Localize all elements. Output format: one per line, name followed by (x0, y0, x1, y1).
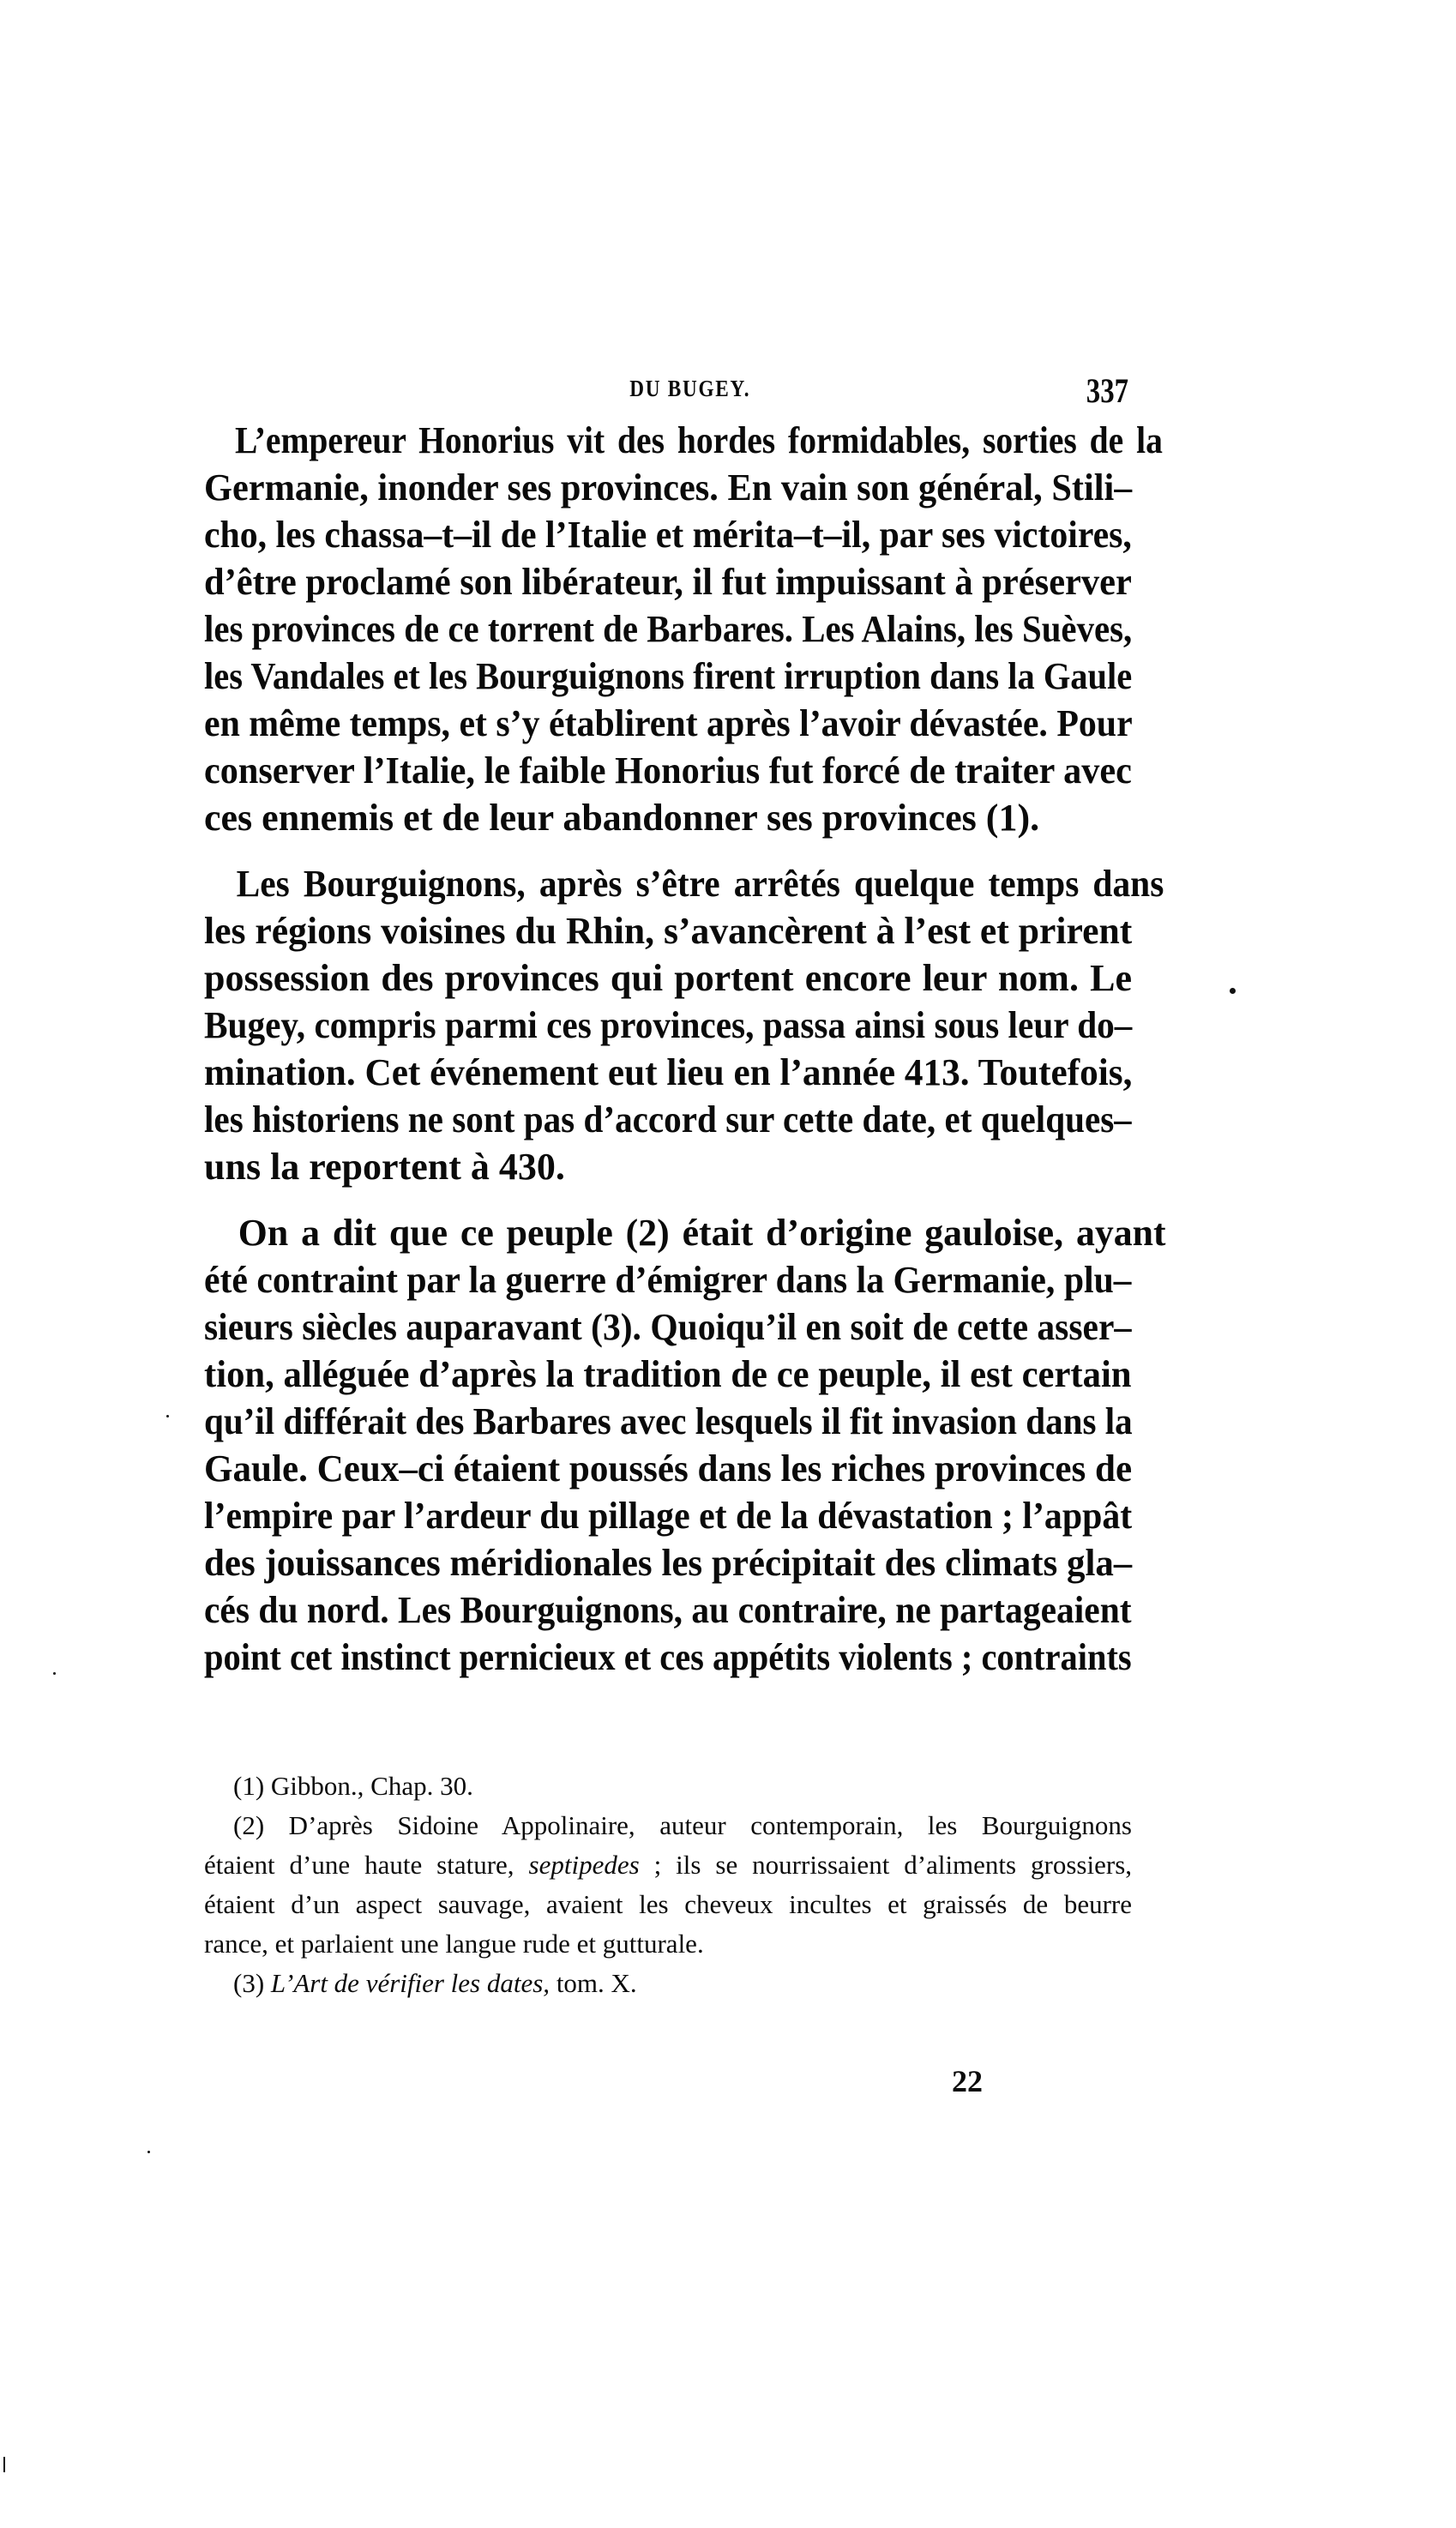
text-line: cho, les chassa–t–il de l’Italie et mérita–t–il, par ses victoires, (204, 514, 1132, 556)
ink-speck (1230, 988, 1236, 994)
text-line: uns la reportent à 430. (204, 1146, 565, 1188)
text-line: l’empire par l’ardeur du pillage et de la dévastation ; l’appât (204, 1495, 1133, 1537)
paragraph-3 (204, 1209, 1166, 1681)
text-line: Les Bourguignons, après s’être arrêtés quelque temps dans (236, 863, 1164, 905)
ink-speck (53, 1672, 56, 1675)
footnote-2-line: étaient d’une haute stature, septipedes ; ils se nourrissaient d’aliments grossiers, (204, 1850, 1133, 1880)
text-line: tion, alléguée d’après la tradition de ce peuple, il est certain (204, 1353, 1132, 1395)
footnote-3: (3) L’Art de vérifier les dates, tom. X. (233, 1968, 637, 1998)
text-line: point cet instinct pernicieux et ces appétits violents ; contraints (204, 1636, 1132, 1678)
signature-mark: 22 (952, 2064, 983, 2098)
footnote-3-title: L’Art de vérifier les dates, (270, 1968, 551, 1998)
footnote-2-line: rance, et parlaient une langue rude et gutturale. (204, 1929, 704, 1959)
paragraph-2 (204, 860, 1164, 1190)
text-line: les régions voisines du Rhin, s’avancèrent à l’est et prirent (204, 910, 1133, 952)
footnotes (204, 1767, 1132, 2003)
ink-speck (166, 1415, 169, 1417)
text-line: les historiens ne sont pas d’accord sur cette date, et quelques– (204, 1098, 1132, 1141)
margin-mark (3, 2457, 5, 2472)
body-text (204, 417, 1166, 1700)
footnote-1: (1) Gibbon., Chap. 30. (233, 1771, 473, 1801)
footnote-2-italic: septipedes (528, 1850, 640, 1880)
text-line: été contraint par la guerre d’émigrer dans la Germanie, plu– (204, 1259, 1132, 1301)
text-line: d’être proclamé son libérateur, il fut impuissant à préserver (204, 561, 1132, 603)
text-line: L’empereur Honorius vit des hordes formidables, sorties de la (234, 419, 1163, 461)
footnote-2-line: (2) D’après Sidoine Appolinaire, auteur contemporain, les Bourguignons (233, 1810, 1132, 1840)
text-line: sieurs siècles auparavant (3). Quoiqu’il en soit de cette asser– (204, 1306, 1132, 1348)
text-line: possession des provinces qui portent encore leur nom. Le (204, 957, 1132, 999)
text-line: Germanie, inonder ses provinces. En vain son général, Stili– (204, 466, 1133, 509)
text-line: les Vandales et les Bourguignons firent irruption dans la Gaule (204, 655, 1132, 697)
page-number: 337 (1086, 371, 1128, 410)
paragraph-1 (204, 417, 1163, 841)
text-line: en même temps, et s’y établirent après l’avoir dévastée. Pour (204, 702, 1133, 744)
text-line: conserver l’Italie, le faible Honorius fut forcé de traiter avec (204, 749, 1132, 792)
text-line: Gaule. Ceux–ci étaient poussés dans les riches provinces de (204, 1448, 1132, 1490)
running-title: DU BUGEY. (629, 376, 751, 401)
text-line: les provinces de ce torrent de Barbares. Les Alains, les Suèves, (204, 608, 1133, 650)
text-line: On a dit que ce peuple (2) était d’origine gauloise, ayant (238, 1212, 1166, 1254)
ink-speck (147, 2151, 150, 2153)
running-head (204, 370, 1132, 408)
text-line: Bugey, compris parmi ces provinces, passa ainsi sous leur do– (204, 1004, 1133, 1046)
footnote-2-line: étaient d’un aspect sauvage, avaient les cheveux incultes et graissés de beurre (204, 1889, 1132, 1919)
text-line: des jouissances méridionales les précipitait des climats gla– (204, 1542, 1133, 1584)
text-line: ces ennemis et de leur abandonner ses provinces (1). (204, 797, 1040, 839)
text-line: cés du nord. Les Bourguignons, au contraire, ne partageaient (204, 1589, 1132, 1631)
text-line: mination. Cet événement eut lieu en l’année 413. Toutefois, (204, 1051, 1133, 1093)
text-line: qu’il différait des Barbares avec lesquels il fit invasion dans la (204, 1400, 1133, 1442)
